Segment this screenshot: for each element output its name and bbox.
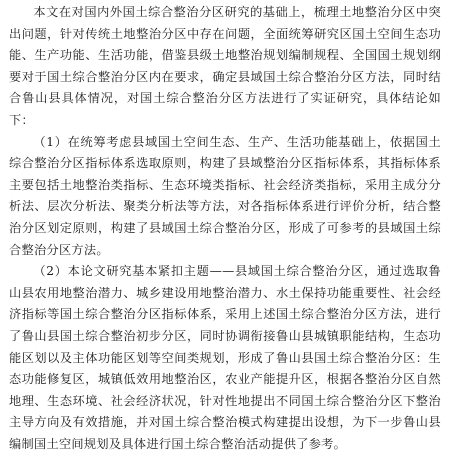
conclusion-point-1-paragraph: （1）在统筹考虑县域国土空间生态、生产、生活功能基础上，依据国土综合整治分区指标体系选取原则，构建了县域整治分区指标体系，其指标体系主要包括土地整治类指标、生态环境类指标、社会经济类指标，采用主成分分析法、层次分析法、聚类分析法等方法，对各指标体系进行评价分析，结合整治分区划定原则，构建了县域国土综合整治分区，形成了可参考的县域国土综合整治分区方法。: [9, 134, 441, 257]
conclusion-point-2-paragraph: （2）本论文研究基本紧扣主题——县域国土综合整治分区，通过选取鲁山县农用地整治潜力、城乡建设用地整治潜力、水土保持功能重要性、社会经济指标等国土综合整治分区指标体系，采用上述国土综合整治分区方法，进行了鲁山县国土综合整治初步分区，同时协调衔接鲁山县城镇职能结构，生态功能区划以及主体功能区划等空间类规划，形成了鲁山县国土综合整治分区：生态功能修复区，城镇低效用地整治区，农业产能提升区，根据各整治分区自然地理、生态环境、社会经济状况，针对性地提出不同国土综合整治分区下整治主导方向及有效措施，并对国土综合整治模式构建提出设想，为下一步鲁山县编制国土空间规划及具体进行国土综合整治活动提供了参考。: [9, 264, 441, 451]
conclusion-intro-paragraph: 本文在对国内外国土综合整治分区研究的基础上，梳理土地整治分区中突出问题，针对传统土地整治分区中存在问题，全面统筹研究区国土空间生态功能、生产功能、生活功能，借鉴县级土地整治规划编制规程、全国国土规划纲要对于国土综合整治分区内在要求，确定县域国土综合整治分区方法，同时结合鲁山县具体情况，对国土综合整治分区方法进行了实证研究，具体结论如下：: [9, 5, 441, 127]
